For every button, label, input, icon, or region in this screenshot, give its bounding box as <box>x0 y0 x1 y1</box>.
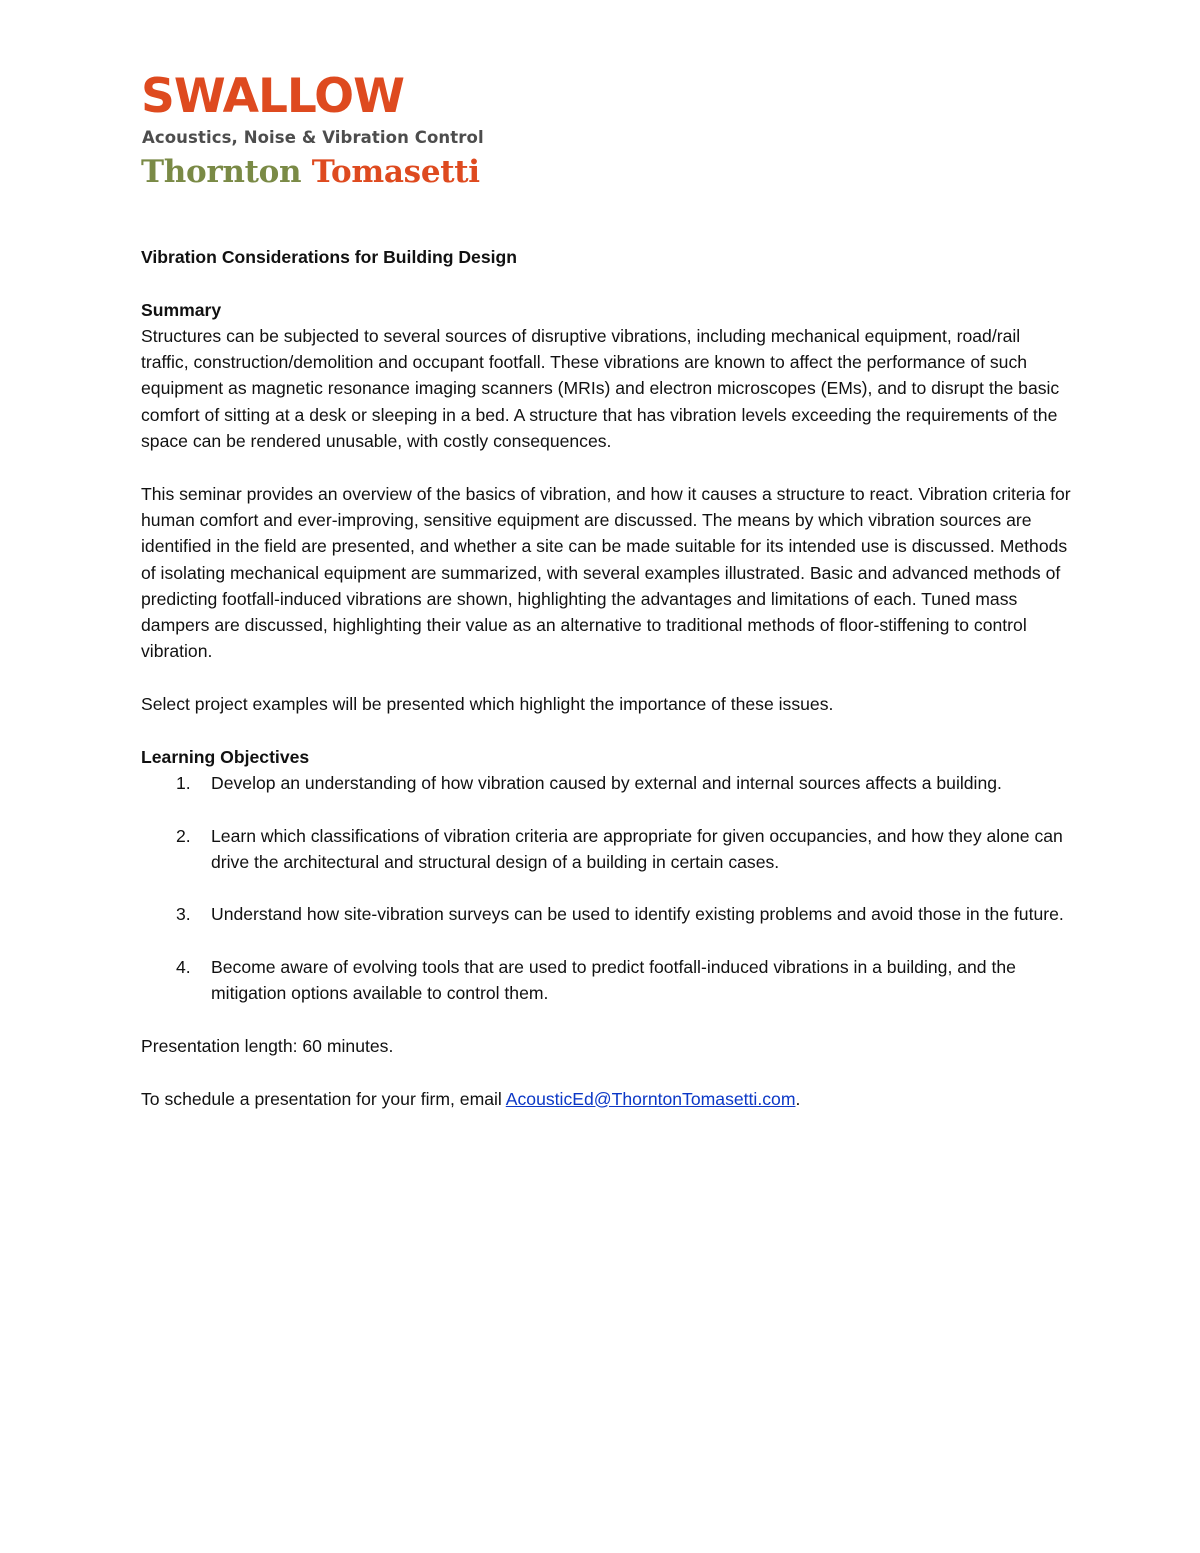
document-title: Vibration Considerations for Building Design <box>141 247 518 267</box>
swallow-logo <box>141 70 521 126</box>
summary-paragraph-2: This seminar provides an overview of the basics of vibration, and how it causes a structure to react. Vibration criteria for human comfort and ever-improving, sensitive equipment are discussed. The means by which vibration sources are identified in the field are presented, and whether a site can be made suitable for its intended use is discussed. Methods of isolating mechanical equipment are summarized, with several examples illustrated. Basic and advanced methods of predicting footfall-induced vibrations are shown, highlighting the advantages and limitations of each. Tuned mass dampers are discussed, highlighting their value as an alternative to traditional methods of floor-stiffening to control vibration. <box>141 483 1071 662</box>
document-body <box>141 244 1071 1112</box>
presentation-length: Presentation length: 60 minutes. <box>141 1035 394 1056</box>
objective-item <box>141 954 1071 1007</box>
brand-name: SWALLOW <box>141 70 404 124</box>
company-logo <box>141 70 521 190</box>
schedule-line <box>141 1086 1071 1112</box>
objective-text: Become aware of evolving tools that are used to predict footfall-induced vibrations in a building, and the mitigation options available to control them. <box>211 957 1016 1004</box>
objective-number: 1. <box>176 772 191 793</box>
schedule-suffix: . <box>795 1088 801 1109</box>
objective-text: Learn which classifications of vibration criteria are appropriate for given occupancies, and how they alone can drive the architectural and structural design of a building in certain cases. <box>211 825 1063 872</box>
company-name-first: Thornton <box>141 154 302 190</box>
summary-heading: Summary <box>141 299 222 320</box>
schedule-prefix: To schedule a presentation for your firm, email <box>141 1088 506 1109</box>
schedule-email-link[interactable]: AcousticEd@ThorntonTomasetti.com <box>505 1088 796 1109</box>
swallow-wordmark <box>141 70 441 126</box>
objective-text: Understand how site-vibration surveys can be used to identify existing problems and avoid those in the future. <box>211 904 1064 925</box>
objectives-list <box>141 770 1071 1007</box>
summary-paragraph-3: Select project examples will be presented which highlight the importance of these issues. <box>141 694 834 715</box>
company-name-second: Tomasetti <box>311 154 480 190</box>
company-name <box>141 154 480 190</box>
objective-item <box>141 901 1071 927</box>
objective-item <box>141 823 1071 876</box>
summary-paragraph-1: Structures can be subjected to several sources of disruptive vibrations, including mechanical equipment, road/rail traffic, construction/demolition and occupant footfall. These vibrations are known to affect the performance of such equipment as magnetic resonance imaging scanners (MRIs) and electron microscopes (EMs), and to disrupt the basic comfort of sitting at a desk or sleeping in a bed. A structure that has vibration levels exceeding the requirements of the space can be rendered unusable, with costly consequences. <box>141 325 1060 452</box>
objective-number: 3. <box>176 904 191 925</box>
objective-item <box>141 770 1071 796</box>
objective-number: 4. <box>176 957 191 978</box>
objective-text: Develop an understanding of how vibration caused by external and internal sources affects a building. <box>211 772 1002 793</box>
objectives-heading: Learning Objectives <box>141 746 310 767</box>
brand-tagline: Acoustics, Noise & Vibration Control <box>142 128 484 147</box>
objective-number: 2. <box>176 825 191 846</box>
